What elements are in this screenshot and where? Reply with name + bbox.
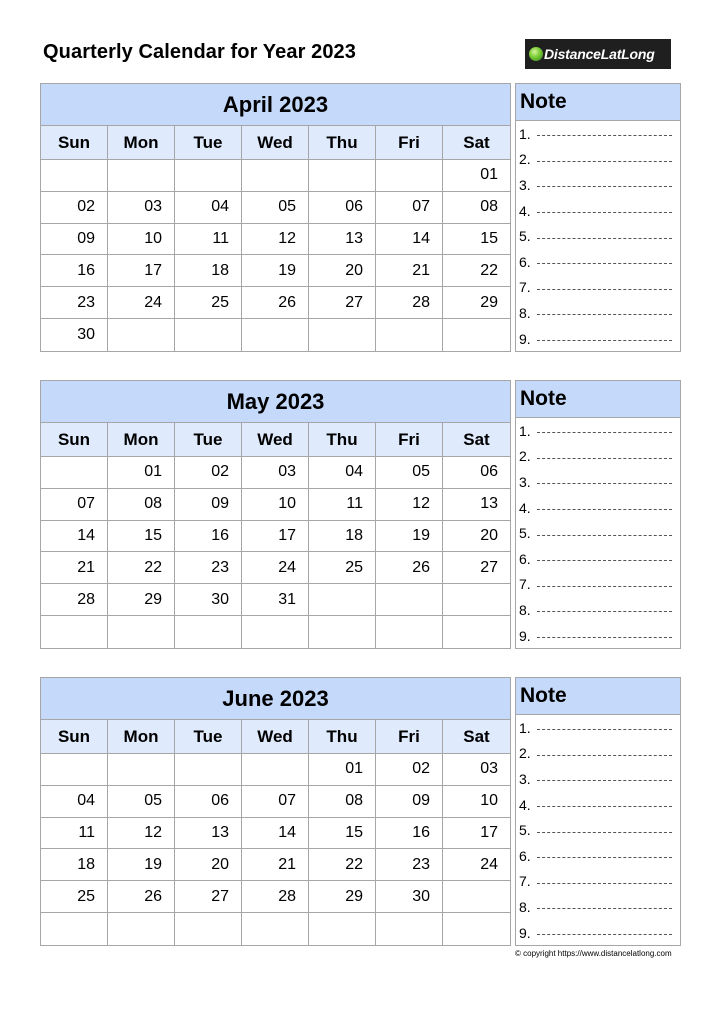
note-line[interactable] (516, 894, 680, 920)
day-cell (175, 160, 242, 192)
day-cell: 14 (41, 521, 108, 553)
day-cell: 29 (108, 584, 175, 616)
day-cell (309, 584, 376, 616)
note-title: Note (516, 381, 680, 418)
weekday-header: Wed (242, 423, 309, 457)
day-cell: 08 (309, 786, 376, 818)
day-cell: 26 (108, 881, 175, 913)
note-line[interactable] (516, 792, 680, 818)
note-box (515, 677, 681, 946)
note-title: Note (516, 678, 680, 715)
day-cell: 23 (175, 552, 242, 584)
day-cell: 24 (443, 849, 510, 881)
note-dashed-line (537, 908, 672, 909)
weekday-header: Mon (108, 126, 175, 160)
day-cell: 03 (242, 457, 309, 489)
note-line[interactable] (516, 300, 680, 326)
note-line[interactable] (516, 741, 680, 767)
day-cell (175, 319, 242, 351)
day-cell: 09 (175, 489, 242, 521)
note-line-number: 8. (519, 304, 531, 321)
note-dashed-line (537, 832, 672, 833)
day-cell: 07 (242, 786, 309, 818)
day-cell: 18 (41, 849, 108, 881)
day-cell: 11 (309, 489, 376, 521)
day-cell: 20 (443, 521, 510, 553)
day-cell: 17 (108, 255, 175, 287)
day-cell: 10 (242, 489, 309, 521)
month-grid (41, 126, 510, 351)
day-cell (443, 913, 510, 945)
note-dashed-line (537, 934, 672, 935)
day-cell: 13 (175, 818, 242, 850)
day-cell: 02 (41, 192, 108, 224)
day-cell: 29 (443, 287, 510, 319)
day-cell: 01 (443, 160, 510, 192)
weekday-header: Tue (175, 126, 242, 160)
note-line-number: 8. (519, 601, 531, 618)
note-dashed-line (537, 586, 672, 587)
note-line[interactable] (516, 597, 680, 623)
note-line[interactable] (516, 198, 680, 224)
note-line-number: 5. (519, 228, 531, 245)
day-cell (41, 913, 108, 945)
day-cell: 15 (443, 224, 510, 256)
day-cell (309, 913, 376, 945)
note-dashed-line (537, 161, 672, 162)
day-cell: 06 (443, 457, 510, 489)
day-cell: 25 (41, 881, 108, 913)
note-box (515, 380, 681, 649)
note-line-number: 6. (519, 550, 531, 567)
day-cell (376, 616, 443, 648)
day-cell: 30 (376, 881, 443, 913)
day-cell: 26 (242, 287, 309, 319)
day-cell (41, 457, 108, 489)
day-cell: 06 (175, 786, 242, 818)
note-line[interactable] (516, 172, 680, 198)
weekday-header: Sat (443, 126, 510, 160)
day-cell (175, 616, 242, 648)
note-dashed-line (537, 509, 672, 510)
note-line-number: 1. (519, 125, 531, 142)
day-cell (242, 754, 309, 786)
day-cell: 16 (175, 521, 242, 553)
day-cell: 08 (443, 192, 510, 224)
day-cell: 04 (309, 457, 376, 489)
day-cell (242, 160, 309, 192)
note-line-number: 1. (519, 719, 531, 736)
note-dashed-line (537, 238, 672, 239)
weekday-header: Sun (41, 423, 108, 457)
day-cell: 19 (108, 849, 175, 881)
day-cell: 25 (175, 287, 242, 319)
note-line[interactable] (516, 572, 680, 598)
weekday-header: Sun (41, 126, 108, 160)
day-cell: 21 (376, 255, 443, 287)
day-cell (108, 616, 175, 648)
day-cell: 22 (309, 849, 376, 881)
weekday-header: Thu (309, 423, 376, 457)
day-cell: 15 (309, 818, 376, 850)
day-cell: 30 (175, 584, 242, 616)
day-cell: 27 (175, 881, 242, 913)
note-dashed-line (537, 611, 672, 612)
day-cell: 23 (376, 849, 443, 881)
day-cell: 24 (242, 552, 309, 584)
weekday-header: Fri (376, 126, 443, 160)
note-line[interactable] (516, 326, 680, 352)
note-line[interactable] (516, 623, 680, 649)
day-cell (376, 584, 443, 616)
note-line[interactable] (516, 766, 680, 792)
logo-text: DistanceLatLong (544, 46, 655, 62)
day-cell: 01 (309, 754, 376, 786)
weekday-header: Wed (242, 126, 309, 160)
day-cell: 08 (108, 489, 175, 521)
day-cell: 26 (376, 552, 443, 584)
note-dashed-line (537, 806, 672, 807)
weekday-header: Sat (443, 720, 510, 754)
note-line[interactable] (516, 715, 680, 741)
day-cell: 27 (443, 552, 510, 584)
day-cell: 20 (175, 849, 242, 881)
day-cell: 05 (108, 786, 175, 818)
day-cell: 02 (175, 457, 242, 489)
globe-icon (529, 47, 543, 61)
weekday-header: Wed (242, 720, 309, 754)
day-cell (108, 754, 175, 786)
day-cell: 16 (376, 818, 443, 850)
note-dashed-line (537, 432, 672, 433)
day-cell: 21 (41, 552, 108, 584)
day-cell: 13 (443, 489, 510, 521)
day-cell (175, 913, 242, 945)
weekday-header: Fri (376, 720, 443, 754)
month-title: June 2023 (41, 678, 510, 720)
month-title: April 2023 (41, 84, 510, 126)
day-cell: 14 (242, 818, 309, 850)
note-line-number: 4. (519, 796, 531, 813)
note-line-number: 5. (519, 525, 531, 542)
day-cell: 02 (376, 754, 443, 786)
day-cell: 18 (175, 255, 242, 287)
brand-logo[interactable] (525, 39, 671, 69)
day-cell: 12 (242, 224, 309, 256)
day-cell (41, 160, 108, 192)
month-grid (41, 720, 510, 945)
day-cell (309, 160, 376, 192)
note-line[interactable] (516, 817, 680, 843)
note-line[interactable] (516, 520, 680, 546)
note-line-number: 3. (519, 473, 531, 490)
weekday-header: Tue (175, 720, 242, 754)
day-cell (108, 160, 175, 192)
day-cell: 19 (376, 521, 443, 553)
day-cell: 12 (376, 489, 443, 521)
day-cell: 14 (376, 224, 443, 256)
note-line[interactable] (516, 495, 680, 521)
day-cell: 06 (309, 192, 376, 224)
day-cell: 18 (309, 521, 376, 553)
day-cell: 28 (41, 584, 108, 616)
note-line[interactable] (516, 121, 680, 147)
note-line-number: 9. (519, 924, 531, 941)
note-dashed-line (537, 458, 672, 459)
note-line-number: 9. (519, 330, 531, 347)
day-cell: 21 (242, 849, 309, 881)
note-box (515, 83, 681, 352)
note-line[interactable] (516, 223, 680, 249)
day-cell: 04 (41, 786, 108, 818)
note-line-number: 9. (519, 627, 531, 644)
day-cell: 05 (242, 192, 309, 224)
note-dashed-line (537, 637, 672, 638)
day-cell: 17 (443, 818, 510, 850)
weekday-header: Thu (309, 126, 376, 160)
day-cell: 05 (376, 457, 443, 489)
day-cell (242, 616, 309, 648)
weekday-header: Mon (108, 423, 175, 457)
note-line-number: 7. (519, 279, 531, 296)
weekday-header: Mon (108, 720, 175, 754)
day-cell: 16 (41, 255, 108, 287)
note-line[interactable] (516, 920, 680, 946)
note-line-number: 6. (519, 253, 531, 270)
day-cell: 15 (108, 521, 175, 553)
day-cell: 27 (309, 287, 376, 319)
day-cell: 28 (376, 287, 443, 319)
note-dashed-line (537, 340, 672, 341)
note-dashed-line (537, 755, 672, 756)
day-cell (309, 616, 376, 648)
weekday-header: Sun (41, 720, 108, 754)
note-title: Note (516, 84, 680, 121)
month-calendar (40, 83, 511, 352)
day-cell: 10 (443, 786, 510, 818)
day-cell: 03 (108, 192, 175, 224)
weekday-header: Sat (443, 423, 510, 457)
day-cell: 12 (108, 818, 175, 850)
day-cell: 11 (41, 818, 108, 850)
day-cell (443, 881, 510, 913)
note-line-number: 2. (519, 448, 531, 465)
weekday-header: Thu (309, 720, 376, 754)
note-dashed-line (537, 857, 672, 858)
day-cell: 13 (309, 224, 376, 256)
note-line[interactable] (516, 843, 680, 869)
note-line[interactable] (516, 469, 680, 495)
day-cell (108, 319, 175, 351)
day-cell (242, 913, 309, 945)
note-line[interactable] (516, 869, 680, 895)
weekday-header: Fri (376, 423, 443, 457)
day-cell: 30 (41, 319, 108, 351)
month-grid (41, 423, 510, 648)
note-dashed-line (537, 780, 672, 781)
day-cell: 07 (376, 192, 443, 224)
weekday-header: Tue (175, 423, 242, 457)
day-cell (443, 616, 510, 648)
day-cell: 10 (108, 224, 175, 256)
note-line[interactable] (516, 418, 680, 444)
note-line-number: 7. (519, 873, 531, 890)
day-cell (376, 913, 443, 945)
day-cell: 29 (309, 881, 376, 913)
day-cell: 17 (242, 521, 309, 553)
note-dashed-line (537, 729, 672, 730)
note-line[interactable] (516, 444, 680, 470)
note-dashed-line (537, 186, 672, 187)
note-line-number: 4. (519, 499, 531, 516)
copyright-text: © copyright https://www.distancelatlong.com (515, 949, 672, 958)
note-line-number: 3. (519, 176, 531, 193)
day-cell: 19 (242, 255, 309, 287)
note-line-number: 6. (519, 847, 531, 864)
day-cell (309, 319, 376, 351)
day-cell: 24 (108, 287, 175, 319)
note-line[interactable] (516, 147, 680, 173)
day-cell: 11 (175, 224, 242, 256)
note-line-number: 2. (519, 745, 531, 762)
month-calendar (40, 677, 511, 946)
note-line[interactable] (516, 275, 680, 301)
day-cell: 03 (443, 754, 510, 786)
note-line-number: 2. (519, 151, 531, 168)
note-dashed-line (537, 135, 672, 136)
note-line-number: 1. (519, 422, 531, 439)
note-line-number: 3. (519, 770, 531, 787)
note-line[interactable] (516, 249, 680, 275)
month-title: May 2023 (41, 381, 510, 423)
note-line[interactable] (516, 546, 680, 572)
day-cell (376, 160, 443, 192)
day-cell: 22 (443, 255, 510, 287)
note-line-number: 7. (519, 576, 531, 593)
note-dashed-line (537, 535, 672, 536)
day-cell: 04 (175, 192, 242, 224)
day-cell (376, 319, 443, 351)
day-cell: 31 (242, 584, 309, 616)
day-cell (443, 319, 510, 351)
note-dashed-line (537, 883, 672, 884)
day-cell (175, 754, 242, 786)
day-cell: 01 (108, 457, 175, 489)
note-line-number: 5. (519, 822, 531, 839)
note-dashed-line (537, 212, 672, 213)
day-cell (108, 913, 175, 945)
note-dashed-line (537, 314, 672, 315)
day-cell: 25 (309, 552, 376, 584)
day-cell (242, 319, 309, 351)
note-dashed-line (537, 560, 672, 561)
day-cell: 09 (41, 224, 108, 256)
note-line-number: 4. (519, 202, 531, 219)
note-dashed-line (537, 289, 672, 290)
month-calendar (40, 380, 511, 649)
day-cell: 28 (242, 881, 309, 913)
day-cell: 22 (108, 552, 175, 584)
note-line-number: 8. (519, 898, 531, 915)
note-dashed-line (537, 483, 672, 484)
day-cell: 07 (41, 489, 108, 521)
day-cell: 09 (376, 786, 443, 818)
day-cell (41, 754, 108, 786)
page-title: Quarterly Calendar for Year 2023 (43, 41, 356, 63)
day-cell: 23 (41, 287, 108, 319)
note-dashed-line (537, 263, 672, 264)
day-cell (41, 616, 108, 648)
day-cell: 20 (309, 255, 376, 287)
day-cell (443, 584, 510, 616)
